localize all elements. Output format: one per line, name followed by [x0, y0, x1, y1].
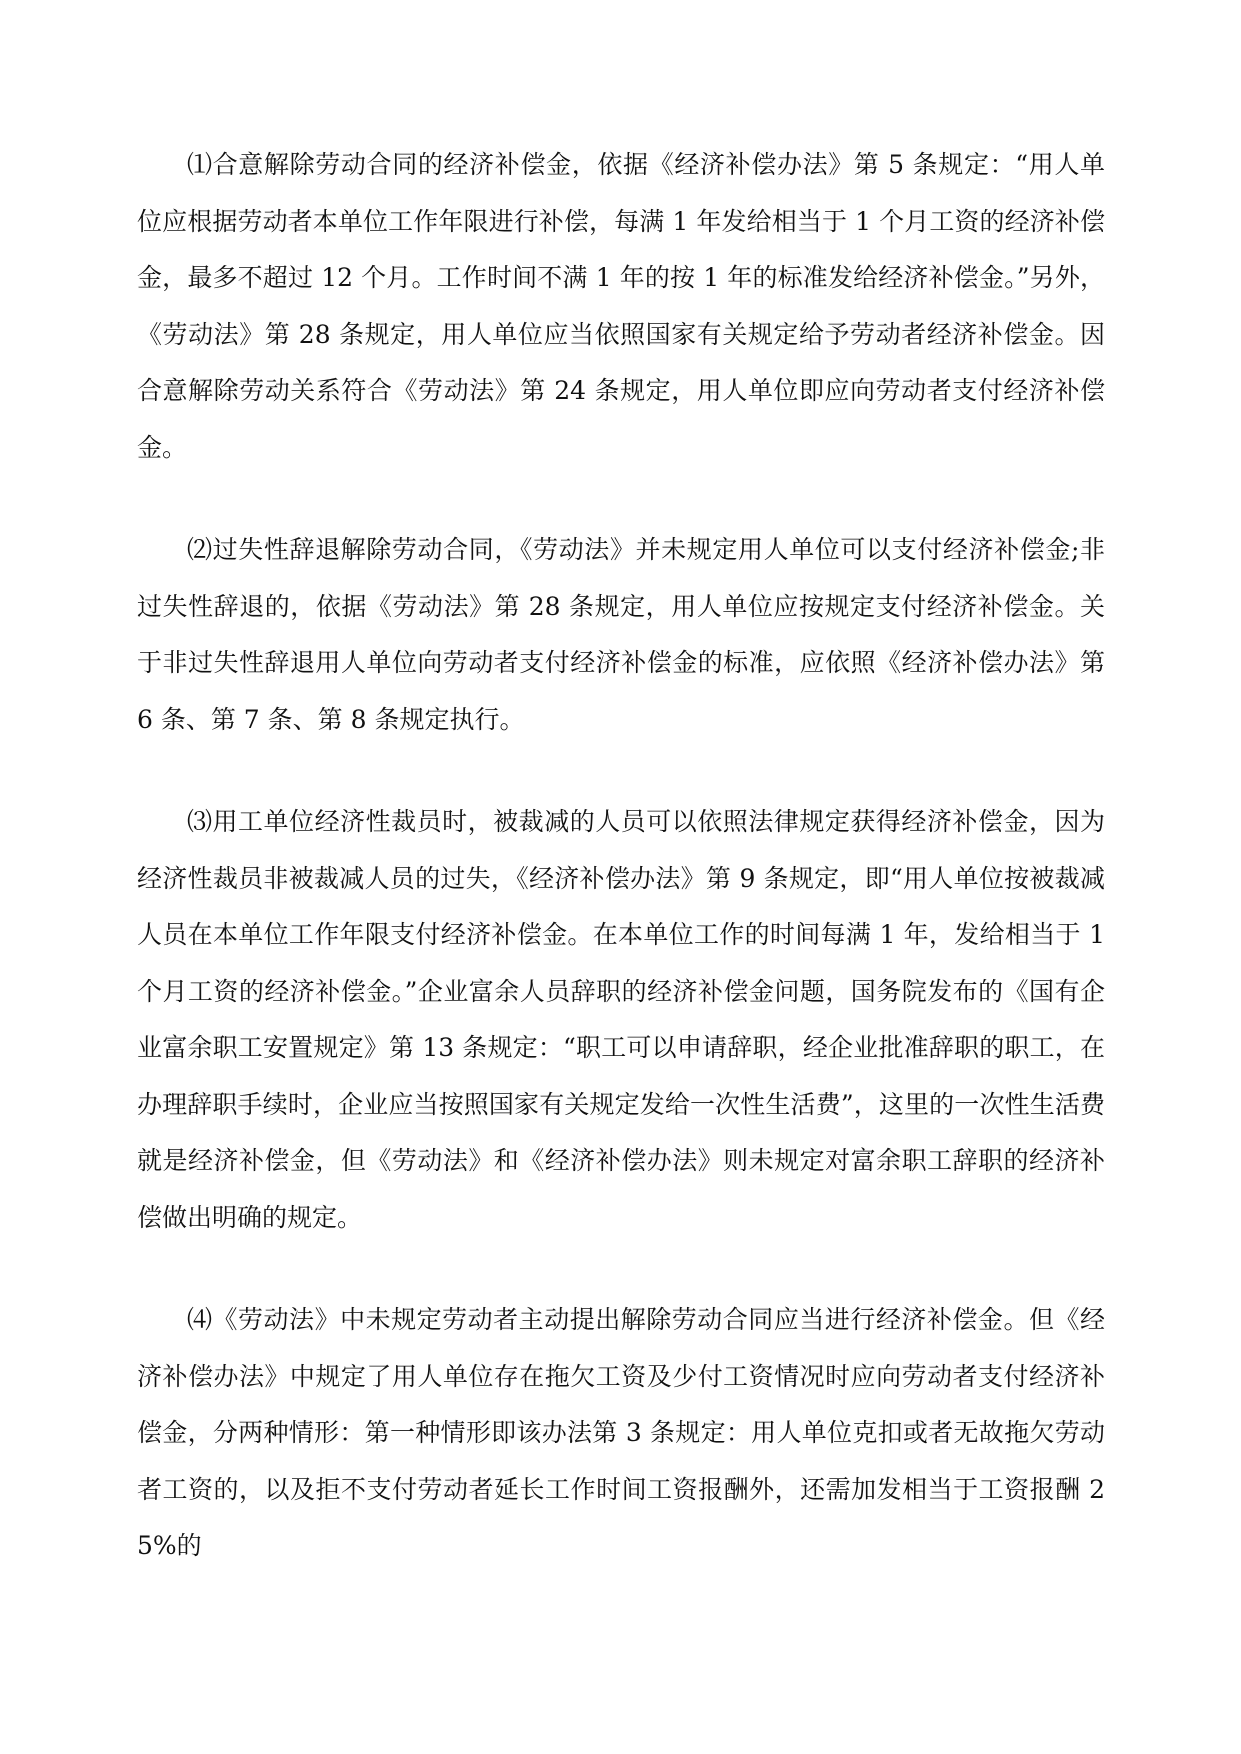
- paragraph-3: ⑶用工单位经济性裁员时，被裁减的人员可以依照法律规定获得经济补偿金，因为经济性裁员非被裁减人员的过失，《经济补偿办法》第 9 条规定，即“用人单位按被裁减人员在本单位工作年限支付经济补偿金。在本单位工作的时间每满 1 年，发给相当于 1 个月工资的经济补偿金。”企业富余人员辞职的经济补偿金问题，国务院发布的《国有企业富余职工安置规定》第 13 条规定：“职工可以申请辞职，经企业批准辞职的职工，在办理辞职手续时，企业应当按照国家有关规定发给一次性生活费”，这里的一次性生活费就是经济补偿金，但《劳动法》和《经济补偿办法》则未规定对富余职工辞职的经济补偿做出明确的规定。: [137, 807, 1105, 1232]
- document-body: [137, 137, 1105, 1575]
- paragraph-2: ⑵过失性辞退解除劳动合同，《劳动法》并未规定用人单位可以支付经济补偿金;非过失性辞退的，依据《劳动法》第 28 条规定，用人单位应按规定支付经济补偿金。关于非过失性辞退用人单位向劳动者支付经济补偿金的标准，应依照《经济补偿办法》第 6 条、第 7 条、第 8 条规定执行。: [137, 535, 1105, 734]
- paragraph-1: ⑴合意解除劳动合同的经济补偿金，依据《经济补偿办法》第 5 条规定：“用人单位应根据劳动者本单位工作年限进行补偿，每满 1 年发给相当于 1 个月工资的经济补偿金，最多不超过 12 个月。工作时间不满 1 年的按 1 年的标准发给经济补偿金。”另外，《劳动法》第 28 条规定，用人单位应当依照国家有关规定给予劳动者经济补偿金。因合意解除劳动关系符合《劳动法》第 24 条规定，用人单位即应向劳动者支付经济补偿金。: [137, 150, 1105, 462]
- paragraph-4: ⑷《劳动法》中未规定劳动者主动提出解除劳动合同应当进行经济补偿金。但《经济补偿办法》中规定了用人单位存在拖欠工资及少付工资情况时应向劳动者支付经济补偿金，分两种情形：第一种情形即该办法第 3 条规定：用人单位克扣或者无故拖欠劳动者工资的，以及拒不支付劳动者延长工作时间工资报酬外，还需加发相当于工资报酬 25%的: [137, 1305, 1105, 1560]
